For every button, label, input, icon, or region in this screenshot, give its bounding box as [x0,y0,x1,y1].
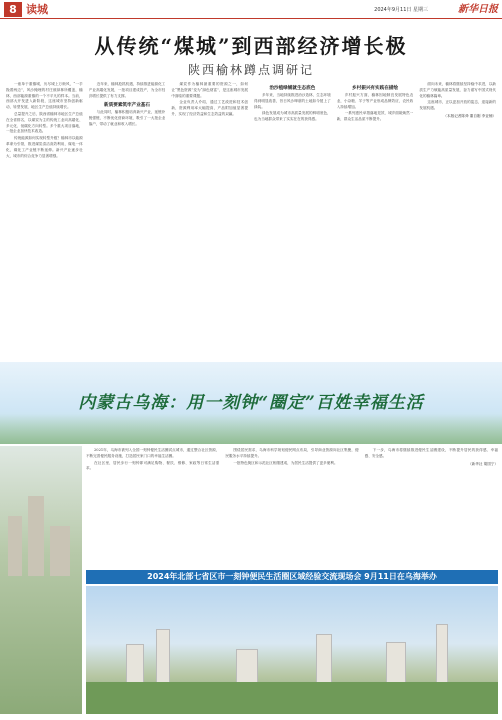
building-shape [28,496,44,576]
building-shape [386,642,406,684]
paragraph: 一批特色街区和示范社区相继建成，为居民生活提供了更多便利。 [233,460,338,465]
paragraph: 绿色发展成为城市高质量发展的鲜明底色，也为当地群众带来了实实在在的获得感。 [254,111,331,122]
paragraph: 煤炭作为榆林最重要的资源之一，如何让“黑色资源”变为“绿色财富”，是这座城市发展中面临的重要课题。 [171,82,249,98]
article-byline: （本版记者陈舜 董自刚 李亚楠） [443,113,497,118]
section-heading: 乡村振兴有实践在描绘 [352,86,398,91]
page-header [0,0,502,19]
paragraph: 在社区里，居民步行一刻钟即可满足购物、餐饮、维修、家政等日常生活需求。 [86,460,220,471]
paragraph: 一座单于重镇城，历尽城上万般风，“一手挽着两边”，风沙掩埋的村庄被绿林所覆盖，榆林，西部能源重镇的一个不平凡的样本。当前，西部大开发进入新阶段，这座城市坚持创新驱动，转型发展，地区生产总值持续增长。 [6,82,83,110]
paragraph: 围绕居民需求，乌海市科学规划便民网点布局，引导商业资源向社区集聚，便民服务水平持续提升。 [225,448,359,458]
paragraph: 多年来，当地持续推进治沙造林，生态环境得到明显改善，昔日风沙肆虐的土地如今披上了绿装。 [254,93,331,109]
paragraph: 与此同时，榆林积极培育新兴产业，延链补链强链，不断优化营商环境，吸引了一大批企业落户，带动了就业和收入增长。 [88,110,166,126]
feature-column [365,448,498,566]
paragraph: 近年来，榆林抢抓机遇，持续推进能源化工产业高端化发展，一批项目建成投产，为全市经济增长提供了有力支撑。 [88,82,166,98]
paragraph: 乡村振兴方面，榆林因地制宜发展特色农业，小杂粮、羊子等产业形成品牌效应，农民收入持续增加。 [336,93,414,109]
city-aerial-photo [86,586,498,714]
city-photo-vertical [0,446,82,714]
section-heading: 新质要素筑牢产业基石 [104,103,150,109]
feature-title: 内蒙古乌海：用一刻钟“圈定”百姓幸福生活 [78,393,424,413]
article-column [6,82,83,357]
paragraph: 下一步，乌海市将继续推进便民生活圈建设，不断提升居民的获得感、幸福感、安全感。 [364,448,498,458]
building-shape [8,516,22,576]
building-shape [436,624,448,684]
paragraph: 这座城市，正以更加开放的姿态，迎接新的发展机遇。 [419,100,497,111]
article-column [419,82,496,357]
paragraph: 企业负责人介绍，通过工艺改进和技术创新，资源利用率大幅提高，产品附加值显著提升，实现了经济效益和生态效益的双赢。 [171,100,249,116]
article-headline: 从传统“煤城”到西部经济增长极 [94,34,408,58]
event-strip: 2024年北部七省区市一刻钟便民生活圈区域经验交流现场会 9月11日在乌海举办 [86,570,498,584]
article-column [89,82,166,357]
green-field [86,682,498,714]
feature-column [225,448,358,566]
article-column [254,82,331,357]
paragraph: 面向未来，榆林将继续坚持稳中求进，以新质生产力赋能高质量发展，奋力谱写中国式现代化的榆林篇章。 [419,82,497,98]
building-shape [316,634,332,684]
section-name: 读城 [26,3,48,16]
building-shape [156,629,170,684]
building-shape [126,644,144,684]
feature-banner [0,362,502,444]
section-heading: 治沙植绿铺就生态底色 [269,86,316,91]
article-subhead: 陕西榆林蹲点调研记 [187,63,314,77]
article-column [171,82,248,357]
newspaper-logo: 新华日报 [458,4,498,15]
paragraph: 2021年，乌海市被列入全国一刻钟便民生活圈试点城市，通过整合社区资源，不断完善便民服务设施，打造居民家门口的幸福生活圈。 [86,448,220,458]
feature-body [86,448,498,566]
paragraph: 总量提升之后，陕西省榆林市地区生产总值在全省排名，以煤炭为主的传统工业向高端化、多元化、低碳化方向转型。多个重大项目落地，一批企业加快技术改造。 [6,111,83,134]
building-shape [236,649,258,684]
page-number: 8 [4,2,22,17]
paragraph: 一系列惠民举措落地见效，城乡面貌焕然一新，群众生活品质不断提升。 [336,111,414,122]
building-shape [50,526,70,576]
article-body [6,82,496,357]
dateline: 2024年9月11日 星期三 [374,7,428,13]
article-column [337,82,414,357]
feature-byline: （新华社 胡国宁） [468,461,498,466]
feature-column [86,448,219,566]
paragraph: 传统能源如何实现转型升级？榆林市以能源革命为引领，推进煤炭清洁高效利用，煤电一体化，煤化工产业链不断延伸。新兴产业逐步壮大，城市的综合竞争力显著增强。 [6,136,83,158]
